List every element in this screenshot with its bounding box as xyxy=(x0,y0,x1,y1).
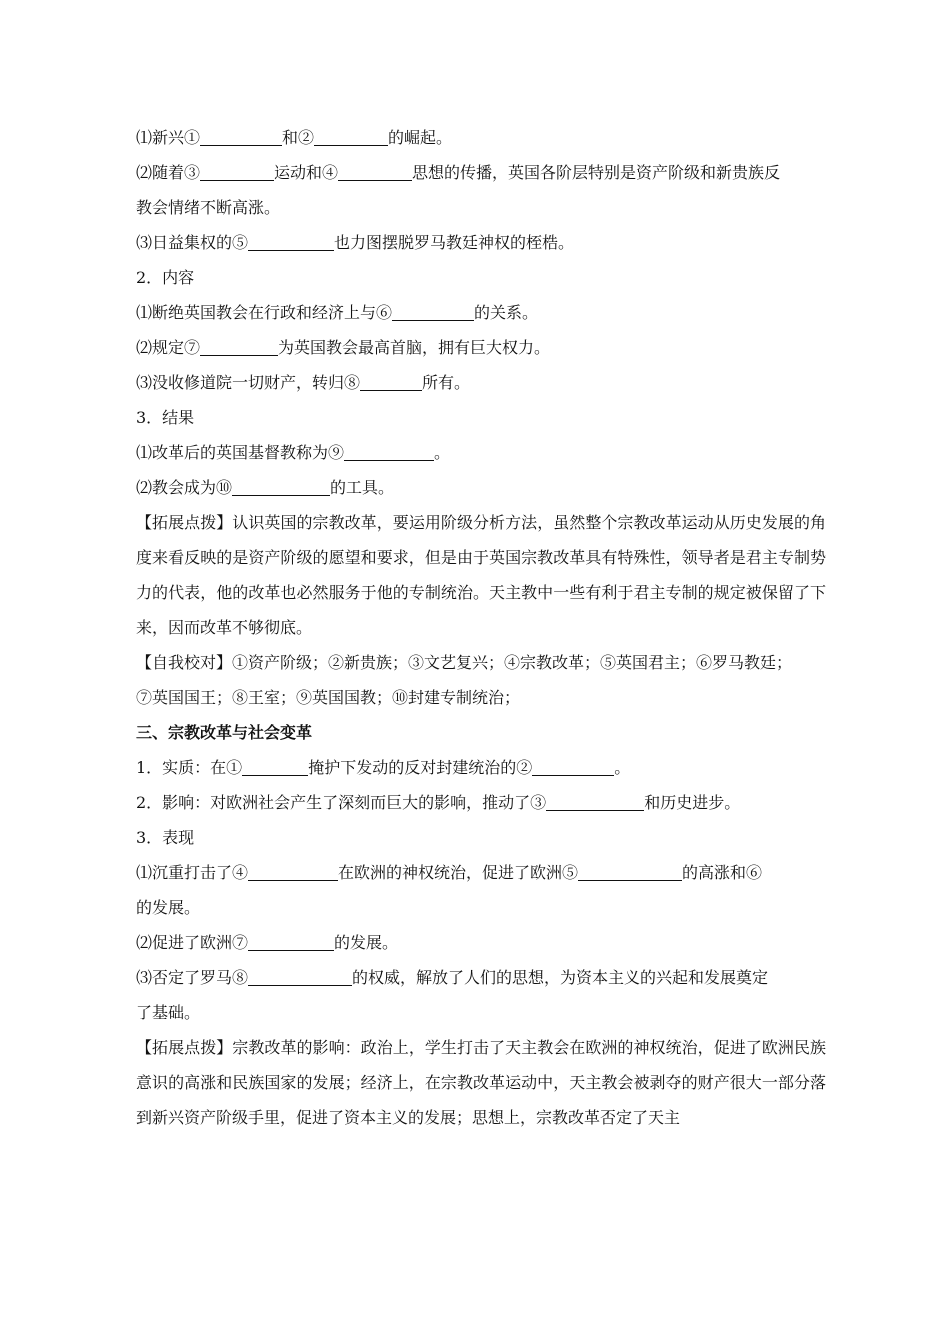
background-item-1 xyxy=(136,120,826,155)
text: ⑵教会成为⑩ xyxy=(136,478,233,497)
extension-tip xyxy=(136,505,826,645)
background-item-2 xyxy=(136,155,826,190)
blank-10 xyxy=(232,477,330,496)
heading-result: 3．结果 xyxy=(136,408,195,427)
self-check xyxy=(136,645,826,680)
tip-text: 认识英国的宗教改革，要运用阶级分析方法，虽然整个宗教改革运动从历史发展的角度来看反映的是资产阶级的愿望和要求，但是由于英国宗教改革具有特殊性，领导者是君主专制势力的代表，他的改革也必然服务于他的专制统治。天主教中一些有利于君主专制的规定被保留了下来，因而改革不够彻底。 xyxy=(136,513,826,637)
content-item-1 xyxy=(136,295,826,330)
blank-1 xyxy=(200,127,282,146)
performance-item-1 xyxy=(136,855,826,890)
text: ⑴断绝英国教会在行政和经济上与⑥ xyxy=(136,303,393,322)
text: 运动和④ xyxy=(274,163,339,182)
blank-8 xyxy=(360,372,422,391)
blank-7 xyxy=(200,337,278,356)
text: ⑶日益集权的⑤ xyxy=(136,233,249,252)
text: ⑵规定⑦ xyxy=(136,338,201,357)
content-item-3 xyxy=(136,365,826,400)
blank-3 xyxy=(200,162,274,181)
text: 。 xyxy=(614,758,631,777)
heading-performance: 3．表现 xyxy=(136,828,195,847)
text: 2．影响：对欧洲社会产生了深刻而巨大的影响，推动了③ xyxy=(136,793,547,812)
tip-label: 【拓展点拨】 xyxy=(136,1038,233,1057)
blank-s3-7 xyxy=(248,967,352,986)
section-title: 三、宗教改革与社会变革 xyxy=(136,723,313,742)
blank-s3-4 xyxy=(248,862,338,881)
document-page xyxy=(136,120,826,1135)
check-text: ①资产阶级；②新贵族；③文艺复兴；④宗教改革；⑤英国君主；⑥罗马教廷； xyxy=(232,653,793,672)
check-label: 【自我校对】 xyxy=(136,653,233,672)
text: ⑶否定了罗马⑧ xyxy=(136,968,249,987)
text: ⑵促进了欧洲⑦ xyxy=(136,933,249,952)
blank-s3-1 xyxy=(242,757,308,776)
blank-9 xyxy=(344,442,434,461)
tip-text: 宗教改革的影响：政治上，学生打击了天主教会在欧洲的神权统治，促进了欧洲民族意识的高涨和民族国家的发展；经济上，在宗教改革运动中，天主教会被剥夺的财产很大一部分落到新兴资产阶级手里，促进了资本主义的发展；思想上，宗教改革否定了天主 xyxy=(136,1038,826,1127)
blank-s3-5 xyxy=(578,862,682,881)
blank-2 xyxy=(314,127,388,146)
text: 掩护下发动的反对封建统治的② xyxy=(308,758,533,777)
text: ⑴沉重打击了④ xyxy=(136,863,249,882)
text: 在欧洲的神权统治，促进了欧洲⑤ xyxy=(338,863,579,882)
extension-tip-2 xyxy=(136,1030,826,1135)
tip-label: 【拓展点拨】 xyxy=(136,513,233,532)
performance-item-3-cont xyxy=(136,995,826,1030)
text: ⑴改革后的英国基督教称为⑨ xyxy=(136,443,345,462)
content-item-2 xyxy=(136,330,826,365)
text: 。 xyxy=(434,443,451,462)
text: 的高涨和⑥ xyxy=(682,863,763,882)
text: 思想的传播，英国各阶层特别是资产阶级和新贵族反 xyxy=(412,163,781,182)
text: ⑶没收修道院一切财产，转归⑧ xyxy=(136,373,361,392)
blank-6 xyxy=(392,302,474,321)
text: 的关系。 xyxy=(474,303,539,322)
text: ⑵随着③ xyxy=(136,163,201,182)
text: 了基础。 xyxy=(136,1003,201,1022)
text: 的发展。 xyxy=(334,933,399,952)
self-check-cont xyxy=(136,680,826,715)
background-item-2-cont xyxy=(136,190,826,225)
text: 也力图摆脱罗马教廷神权的桎梏。 xyxy=(334,233,575,252)
performance-item-2 xyxy=(136,925,826,960)
blank-s3-3 xyxy=(546,792,644,811)
text: 为英国教会最高首脑，拥有巨大权力。 xyxy=(278,338,551,357)
influence-item xyxy=(136,785,826,820)
heading-content: 2．内容 xyxy=(136,268,195,287)
result-item-2 xyxy=(136,470,826,505)
blank-4 xyxy=(338,162,412,181)
text: 和历史进步。 xyxy=(644,793,741,812)
blank-s3-2 xyxy=(532,757,614,776)
background-item-3 xyxy=(136,225,826,260)
text: 的发展。 xyxy=(136,898,201,917)
blank-s3-6 xyxy=(248,932,334,951)
performance-item-3 xyxy=(136,960,826,995)
text: ⑴新兴① xyxy=(136,128,201,147)
text: 所有。 xyxy=(422,373,471,392)
performance-item-1-cont xyxy=(136,890,826,925)
essence-item xyxy=(136,750,826,785)
check-text: ⑦英国国王；⑧王室；⑨英国国教；⑩封建专制统治； xyxy=(136,688,521,707)
blank-5 xyxy=(248,232,334,251)
text: 的工具。 xyxy=(330,478,395,497)
text: 教会情绪不断高涨。 xyxy=(136,198,281,217)
text: 的崛起。 xyxy=(388,128,453,147)
text: 1．实质：在① xyxy=(136,758,243,777)
text: 的权威，解放了人们的思想，为资本主义的兴起和发展奠定 xyxy=(352,968,769,987)
text: 和② xyxy=(282,128,315,147)
result-item-1 xyxy=(136,435,826,470)
